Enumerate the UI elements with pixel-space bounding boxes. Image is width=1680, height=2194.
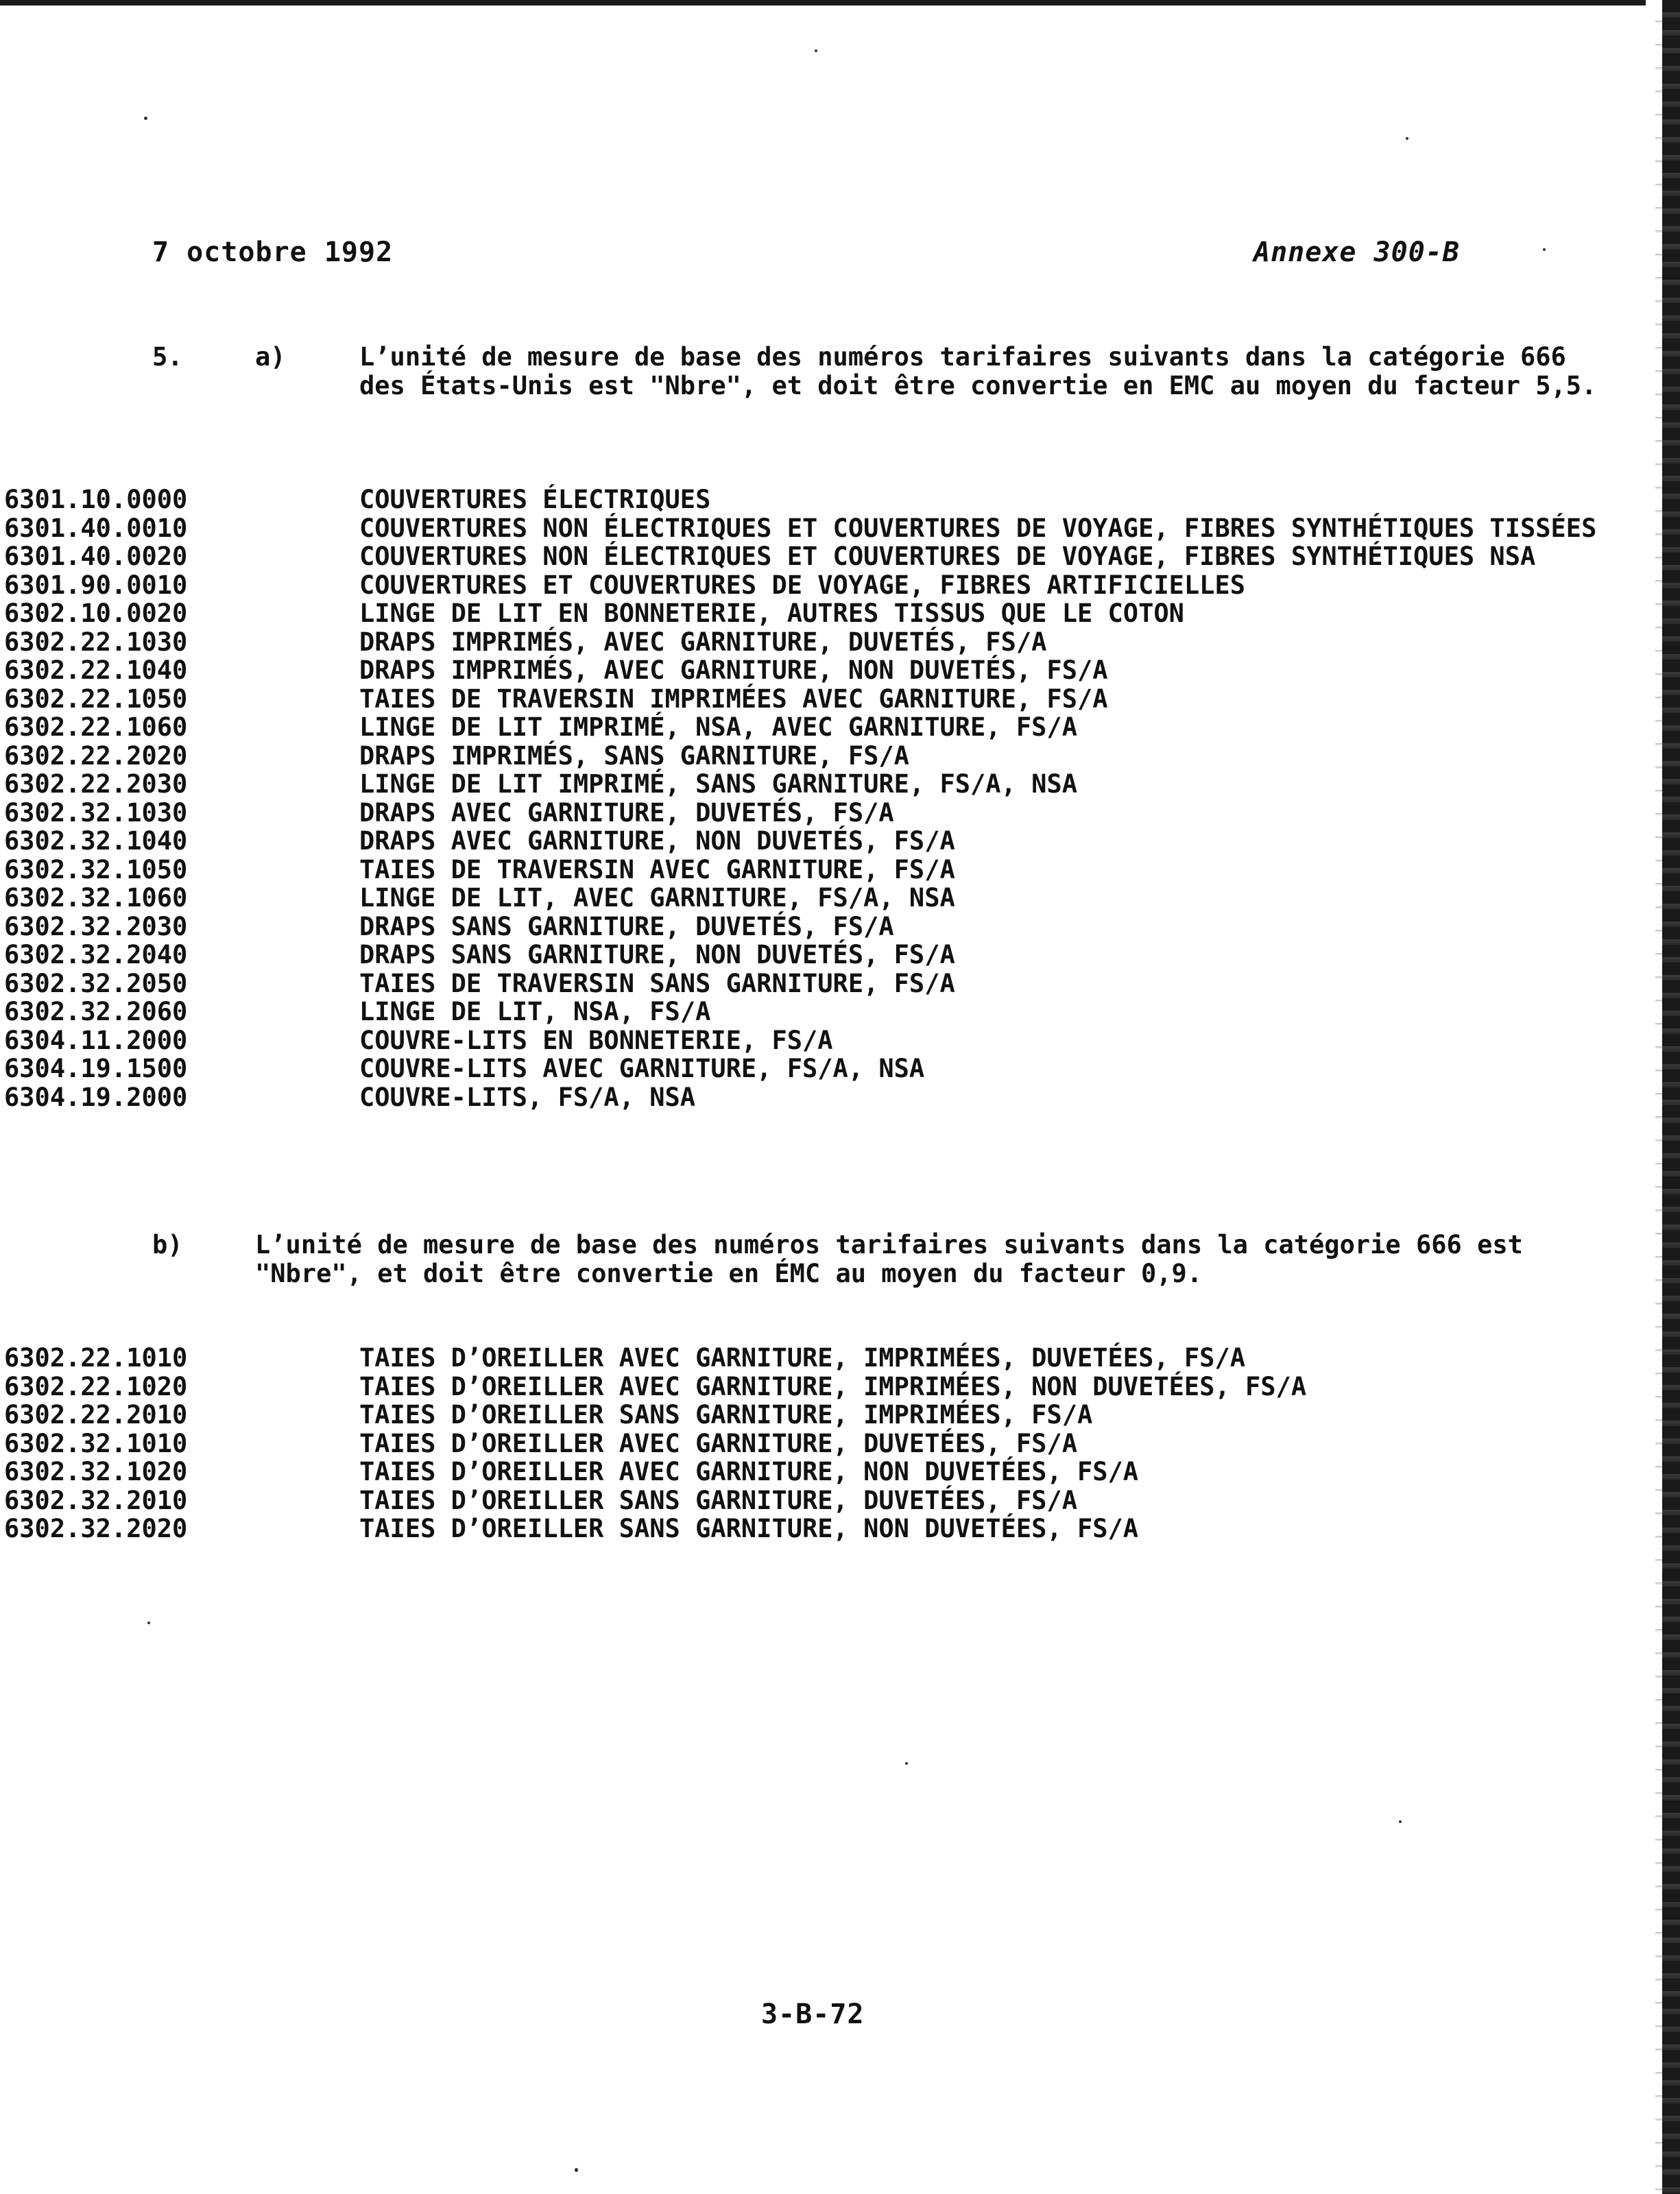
tariff-description: DRAPS IMPRIMÉS, AVEC GARNITURE, DUVETÉS, FS/A bbox=[359, 627, 1047, 657]
tariff-code: 6302.32.2040 bbox=[4, 940, 188, 969]
tariff-description: DRAPS AVEC GARNITURE, DUVETÉS, FS/A bbox=[359, 797, 894, 828]
tariff-code: 6302.32.2010 bbox=[4, 1485, 188, 1515]
tariff-row bbox=[0, 514, 1646, 543]
scan-speck bbox=[1399, 1820, 1402, 1823]
tariff-description: TAIES D’OREILLER AVEC GARNITURE, NON DUVETÉES, FS/A bbox=[359, 1457, 1139, 1486]
section-b-label: b) bbox=[152, 1230, 183, 1259]
tariff-description: TAIES DE TRAVERSIN AVEC GARNITURE, FS/A bbox=[359, 854, 955, 884]
tariff-code: 6301.90.0010 bbox=[4, 570, 188, 600]
tariff-row bbox=[0, 913, 1646, 941]
scan-speck bbox=[144, 117, 147, 120]
tariff-code: 6302.22.1050 bbox=[4, 684, 188, 714]
tariff-row bbox=[0, 628, 1646, 657]
tariff-description: COUVERTURES NON ÉLECTRIQUES ET COUVERTURES DE VOYAGE, FIBRES SYNTHÉTIQUES NSA bbox=[359, 542, 1536, 571]
tariff-code: 6302.32.1030 bbox=[4, 797, 188, 828]
scan-speck bbox=[815, 49, 817, 52]
tariff-code: 6302.32.1020 bbox=[4, 1457, 188, 1486]
tariff-description: TAIES D’OREILLER SANS GARNITURE, IMPRIMÉES, FS/A bbox=[359, 1400, 1093, 1430]
tariff-row bbox=[0, 1515, 1646, 1543]
top-border bbox=[0, 0, 1646, 5]
tariff-code: 6302.22.2010 bbox=[4, 1400, 188, 1430]
tariff-description: LINGE DE LIT, NSA, FS/A bbox=[359, 997, 711, 1026]
tariff-row bbox=[0, 770, 1646, 799]
tariff-description: COUVERTURES ÉLECTRIQUES bbox=[359, 485, 711, 514]
tariff-row bbox=[0, 1344, 1646, 1373]
tariff-row bbox=[0, 1430, 1646, 1458]
tariff-description: TAIES DE TRAVERSIN SANS GARNITURE, FS/A bbox=[359, 968, 955, 998]
tariff-row bbox=[0, 884, 1646, 913]
tariff-description: DRAPS AVEC GARNITURE, NON DUVETÉS, FS/A bbox=[359, 826, 955, 856]
tariff-row bbox=[0, 571, 1646, 600]
tariff-list-b bbox=[0, 1344, 1646, 1543]
tariff-row bbox=[0, 685, 1646, 714]
tariff-row bbox=[0, 656, 1646, 685]
tariff-row bbox=[0, 1373, 1646, 1401]
tariff-code: 6302.22.1040 bbox=[4, 655, 188, 685]
tariff-description: COUVRE-LITS EN BONNETERIE, FS/A bbox=[359, 1025, 833, 1055]
tariff-code: 6302.32.1010 bbox=[4, 1428, 188, 1458]
tariff-description: COUVRE-LITS, FS/A, NSA bbox=[359, 1082, 696, 1112]
tariff-code: 6301.10.0000 bbox=[4, 485, 188, 514]
tariff-code: 6302.32.1050 bbox=[4, 854, 188, 884]
tariff-row bbox=[0, 856, 1646, 884]
tariff-description: LINGE DE LIT IMPRIMÉ, NSA, AVEC GARNITURE, FS/A bbox=[359, 712, 1077, 742]
tariff-code: 6302.32.2020 bbox=[4, 1514, 188, 1543]
tariff-row bbox=[0, 485, 1646, 514]
section-b-text: L’unité de mesure de base des numéros tarifaires suivants dans la catégorie 666 est "Nbre", et doit être convertie en ÉMC au moyen du facteur 0,9. bbox=[255, 1230, 1523, 1288]
tariff-code: 6304.19.1500 bbox=[4, 1054, 188, 1083]
tariff-code: 6302.32.1060 bbox=[4, 883, 188, 913]
tariff-description: TAIES DE TRAVERSIN IMPRIMÉES AVEC GARNITURE, FS/A bbox=[359, 684, 1108, 714]
tariff-description: DRAPS IMPRIMÉS, AVEC GARNITURE, NON DUVETÉS, FS/A bbox=[359, 655, 1108, 685]
tariff-row bbox=[0, 599, 1646, 628]
tariff-row bbox=[0, 1083, 1646, 1112]
tariff-row bbox=[0, 827, 1646, 856]
page-number: 3-B-72 bbox=[761, 1999, 865, 2030]
tariff-code: 6302.22.2020 bbox=[4, 740, 188, 771]
scan-speck bbox=[575, 2168, 578, 2172]
tariff-code: 6302.10.0020 bbox=[4, 599, 188, 628]
tariff-code: 6302.32.2050 bbox=[4, 968, 188, 998]
scan-speck bbox=[1543, 248, 1546, 251]
tariff-row bbox=[0, 1486, 1646, 1515]
tariff-description: TAIES D’OREILLER SANS GARNITURE, NON DUVETÉES, FS/A bbox=[359, 1514, 1139, 1543]
tariff-code: 6301.40.0010 bbox=[4, 513, 188, 543]
section-a-text: L’unité de mesure de base des numéros tarifaires suivants dans la catégorie 666 des États-Unis est "Nbre", et doit être convertie en EMC au moyen du facteur 5,5. bbox=[359, 342, 1597, 400]
section-a-label: a) bbox=[255, 342, 286, 372]
tariff-row bbox=[0, 742, 1646, 771]
scan-edge bbox=[1662, 0, 1680, 2194]
tariff-description: LINGE DE LIT EN BONNETERIE, AUTRES TISSUS QUE LE COTON bbox=[359, 599, 1184, 628]
tariff-code: 6302.32.2060 bbox=[4, 997, 188, 1026]
tariff-code: 6302.32.2030 bbox=[4, 911, 188, 941]
tariff-code: 6304.19.2000 bbox=[4, 1082, 188, 1112]
tariff-code: 6302.22.1030 bbox=[4, 627, 188, 657]
scan-speck bbox=[905, 1762, 908, 1765]
tariff-code: 6302.22.1060 bbox=[4, 712, 188, 742]
scan-edge-inner bbox=[1655, 0, 1662, 2194]
tariff-description: LINGE DE LIT, AVEC GARNITURE, FS/A, NSA bbox=[359, 883, 955, 913]
tariff-row bbox=[0, 1026, 1646, 1055]
tariff-row bbox=[0, 1401, 1646, 1430]
tariff-row bbox=[0, 941, 1646, 969]
header-annex: Annexe 300-B bbox=[1253, 237, 1460, 268]
tariff-description: TAIES D’OREILLER AVEC GARNITURE, DUVETÉES, FS/A bbox=[359, 1428, 1077, 1458]
tariff-description: DRAPS SANS GARNITURE, NON DUVETÉS, FS/A bbox=[359, 940, 955, 969]
tariff-list-a bbox=[0, 485, 1646, 1111]
tariff-row bbox=[0, 799, 1646, 828]
tariff-description: LINGE DE LIT IMPRIMÉ, SANS GARNITURE, FS/A, NSA bbox=[359, 769, 1077, 799]
tariff-code: 6302.22.2030 bbox=[4, 769, 188, 799]
tariff-row bbox=[0, 713, 1646, 742]
tariff-description: TAIES D’OREILLER AVEC GARNITURE, IMPRIMÉES, NON DUVETÉES, FS/A bbox=[359, 1371, 1307, 1401]
tariff-code: 6302.32.1040 bbox=[4, 826, 188, 856]
tariff-code: 6302.22.1020 bbox=[4, 1371, 188, 1401]
tariff-row bbox=[0, 542, 1646, 571]
tariff-description: DRAPS IMPRIMÉS, SANS GARNITURE, FS/A bbox=[359, 740, 909, 771]
tariff-row bbox=[0, 1054, 1646, 1083]
tariff-description: DRAPS SANS GARNITURE, DUVETÉS, FS/A bbox=[359, 911, 894, 941]
scan-speck bbox=[1406, 137, 1408, 140]
header-date: 7 octobre 1992 bbox=[152, 237, 394, 268]
tariff-description: TAIES D’OREILLER AVEC GARNITURE, IMPRIMÉES, DUVETÉES, FS/A bbox=[359, 1343, 1246, 1373]
tariff-description: COUVERTURES NON ÉLECTRIQUES ET COUVERTURES DE VOYAGE, FIBRES SYNTHÉTIQUES TISSÉES bbox=[359, 513, 1597, 543]
tariff-description: TAIES D’OREILLER SANS GARNITURE, DUVETÉES, FS/A bbox=[359, 1485, 1077, 1515]
tariff-row bbox=[0, 969, 1646, 998]
tariff-row bbox=[0, 1458, 1646, 1486]
scan-speck bbox=[147, 1622, 150, 1624]
tariff-code: 6301.40.0020 bbox=[4, 542, 188, 571]
tariff-description: COUVERTURES ET COUVERTURES DE VOYAGE, FIBRES ARTIFICIELLES bbox=[359, 570, 1246, 600]
tariff-code: 6302.22.1010 bbox=[4, 1343, 188, 1373]
tariff-row bbox=[0, 998, 1646, 1026]
paragraph-number: 5. bbox=[152, 342, 183, 372]
tariff-code: 6304.11.2000 bbox=[4, 1025, 188, 1055]
tariff-description: COUVRE-LITS AVEC GARNITURE, FS/A, NSA bbox=[359, 1054, 925, 1083]
